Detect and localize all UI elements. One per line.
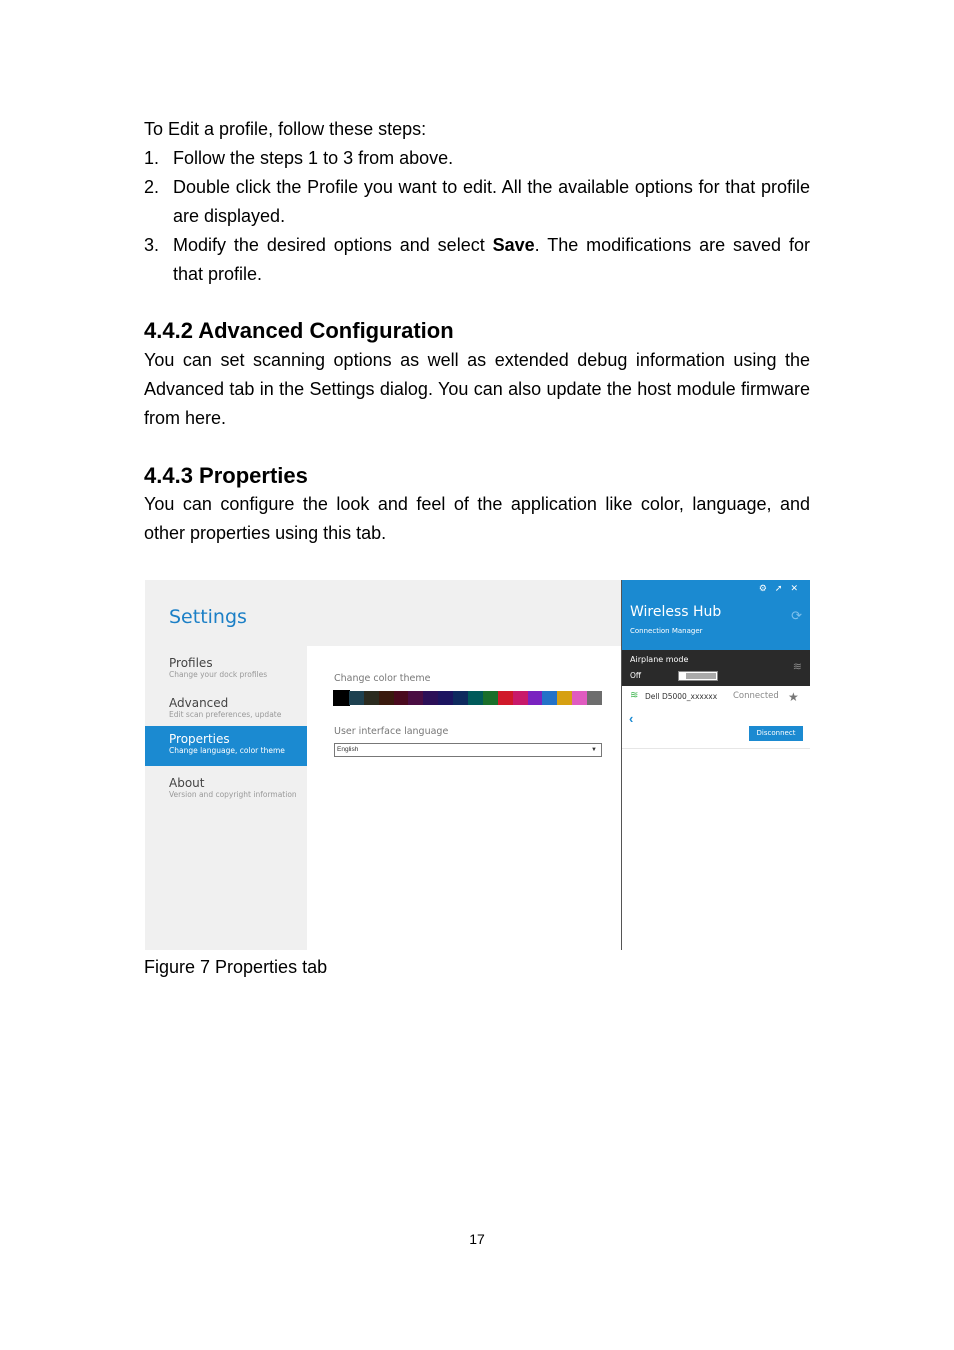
steps-list: [144, 144, 810, 289]
network-status: Connected: [733, 691, 779, 701]
color-swatch[interactable]: [334, 691, 349, 705]
color-swatch[interactable]: [572, 691, 587, 705]
sidebar-item-about[interactable]: [145, 770, 307, 810]
sidebar-item-profiles[interactable]: [145, 650, 307, 690]
disconnect-button[interactable]: Disconnect: [749, 726, 803, 741]
color-swatch[interactable]: [542, 691, 557, 705]
settings-header-bg: [307, 580, 621, 646]
section-heading-properties: 4.4.3 Properties: [144, 463, 308, 488]
window-controls: [759, 583, 806, 594]
step-item: [144, 173, 810, 231]
color-swatch[interactable]: [349, 691, 364, 705]
step-text: Follow the steps 1 to 3 from above.: [173, 148, 454, 168]
step-item: [144, 144, 810, 173]
color-swatch[interactable]: [587, 691, 602, 705]
color-swatch[interactable]: [528, 691, 543, 705]
color-swatch[interactable]: [379, 691, 394, 705]
step-text: Double click the Profile you want to edit. All the available options for that profile are displayed.: [173, 177, 810, 226]
network-name: Dell D5000_xxxxxx: [645, 692, 718, 701]
page-number: 17: [469, 1231, 485, 1247]
wifi-signal-icon: ≋: [630, 690, 639, 701]
sidebar-item-sub: Change language, color theme: [169, 746, 285, 755]
color-swatch[interactable]: [438, 691, 453, 705]
color-theme-label: Change color theme: [334, 673, 431, 684]
color-swatch[interactable]: [364, 691, 379, 705]
sidebar-item-advanced[interactable]: [145, 690, 307, 730]
hub-header: [622, 580, 810, 650]
step-text-before: Modify the desired options and select: [173, 235, 493, 255]
close-icon[interactable]: ✕: [790, 583, 806, 593]
network-row[interactable]: [622, 688, 810, 708]
step-number: 1.: [144, 148, 160, 168]
step-number: 3.: [144, 235, 160, 255]
sidebar-item-label: Advanced: [169, 696, 229, 710]
color-swatch[interactable]: [423, 691, 438, 705]
color-swatches: [334, 691, 602, 705]
hub-separator: [622, 748, 810, 749]
sidebar-item-sub: Version and copyright information: [169, 790, 297, 799]
settings-title: Settings: [169, 606, 247, 628]
figure-caption: Figure 7 Properties tab: [144, 957, 328, 977]
chevron-down-icon: ▼: [591, 747, 597, 753]
gear-icon[interactable]: ⚙: [758, 583, 775, 593]
sidebar-item-sub: Edit scan preferences, update: [169, 710, 282, 719]
airplane-mode-toggle[interactable]: [678, 671, 718, 681]
language-select-value: English: [337, 746, 359, 753]
color-swatch[interactable]: [483, 691, 498, 705]
color-swatch[interactable]: [557, 691, 572, 705]
section-body-advanced: You can set scanning options as well as extended debug information using the Advanced tab in the Settings dialog. You can also update the host module firmware from here.: [144, 350, 810, 428]
airplane-mode-label: Airplane mode: [630, 655, 689, 664]
hub-title: Wireless Hub: [630, 604, 722, 620]
color-swatch[interactable]: [498, 691, 513, 705]
star-icon[interactable]: ★: [788, 690, 799, 704]
airplane-mode-state: Off: [630, 671, 642, 680]
back-arrow-icon[interactable]: ‹: [629, 711, 634, 726]
sidebar-item-sub: Change your dock profiles: [169, 670, 268, 679]
step-number: 2.: [144, 177, 160, 197]
sidebar-item-label: Properties: [169, 732, 230, 746]
color-swatch[interactable]: [468, 691, 483, 705]
properties-figure: [145, 580, 810, 950]
color-swatch[interactable]: [453, 691, 468, 705]
sidebar-item-label: Profiles: [169, 656, 213, 670]
refresh-icon[interactable]: ⟳: [791, 608, 802, 623]
step-text-after: . The modifications are saved for that profile.: [173, 235, 810, 284]
toggle-track: [686, 673, 716, 679]
step-item: [144, 231, 810, 289]
color-swatch[interactable]: [513, 691, 528, 705]
language-label: User interface language: [334, 726, 449, 737]
section-heading-advanced: 4.4.2 Advanced Configuration: [144, 318, 454, 343]
hub-subtitle: Connection Manager: [630, 627, 703, 635]
wireless-hub-panel: [622, 580, 810, 950]
wifi-icon: ≋: [792, 661, 802, 673]
section-body-properties: You can configure the look and feel of the application like color, language, and other properties using this tab.: [144, 494, 810, 543]
intro-text: To Edit a profile, follow these steps:: [144, 119, 427, 139]
sidebar-item-label: About: [169, 776, 205, 790]
language-select[interactable]: [334, 743, 602, 757]
airplane-mode-bar: [622, 650, 810, 686]
step-bold-save: Save: [492, 235, 535, 255]
color-swatch[interactable]: [394, 691, 409, 705]
pin-icon[interactable]: ➚: [774, 583, 791, 593]
sidebar-item-properties[interactable]: [145, 726, 307, 766]
color-swatch[interactable]: [408, 691, 423, 705]
